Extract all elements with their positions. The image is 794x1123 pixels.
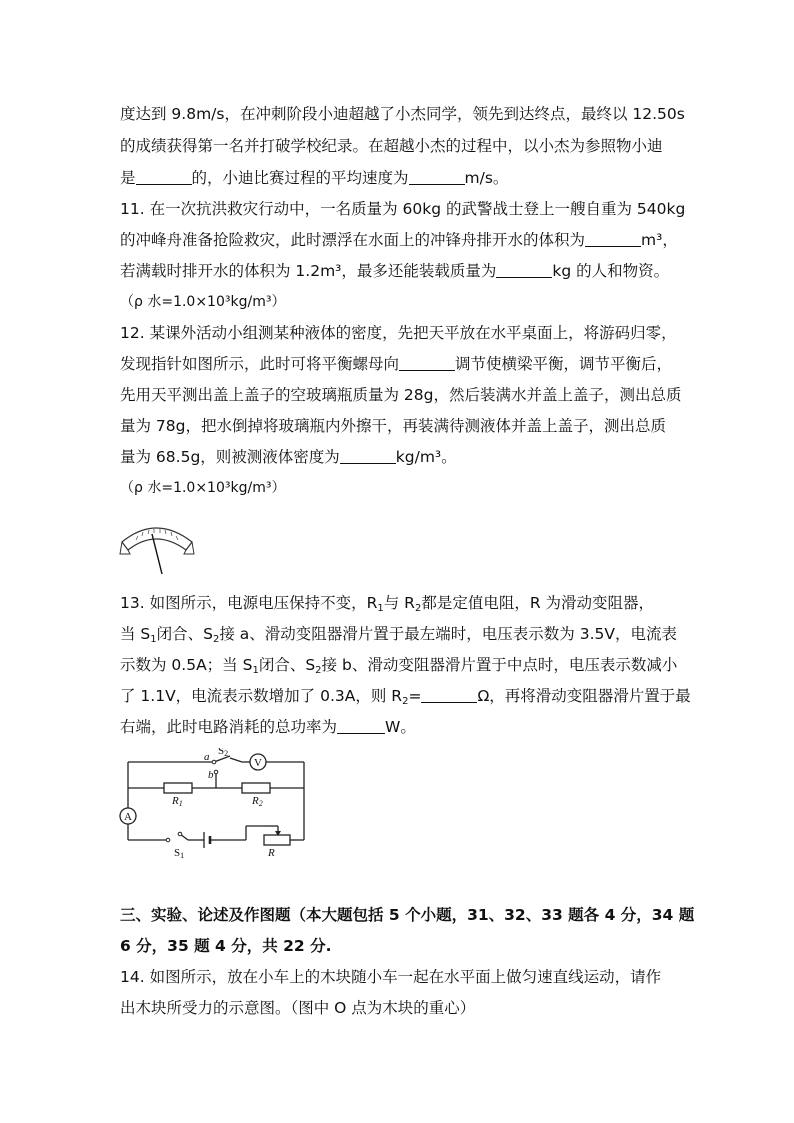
q12-text: 量为 68.5g，则被测液体密度为 <box>120 448 340 466</box>
terminal-b-label: b <box>208 769 214 781</box>
q11-line3 <box>120 261 669 281</box>
answer-blank[interactable] <box>136 169 192 185</box>
answer-blank[interactable] <box>421 687 477 703</box>
ammeter-label: A <box>124 811 132 823</box>
q12-line3: 先用天平测出盖上盖子的空玻璃瓶质量为 28g，然后装满水并盖上盖子，测出总质 <box>120 386 682 404</box>
answer-blank[interactable] <box>399 355 455 371</box>
resistor-r2-label: R2 <box>252 795 263 808</box>
q11-line2 <box>120 230 678 250</box>
switch-s1-label: S1 <box>174 847 185 860</box>
answer-blank[interactable] <box>585 231 641 247</box>
answer-blank[interactable] <box>340 448 396 464</box>
answer-blank[interactable] <box>337 718 385 734</box>
resistor-r1 <box>164 783 192 793</box>
q12-line5 <box>120 447 457 467</box>
q10-text: m/s。 <box>464 169 509 187</box>
q11-text: 若满载时排开水的体积为 1.2m³，最多还能装载质量为 <box>120 262 497 280</box>
resistor-r2 <box>242 783 270 793</box>
q10-text: 的，小迪比赛过程的平均速度为 <box>191 169 409 187</box>
rheostat-r <box>264 835 290 845</box>
q11-text: kg 的人和物资。 <box>552 262 670 280</box>
section3-heading-line2: 6 分，35 题 4 分，共 22 分. <box>120 937 332 955</box>
voltmeter-label: V <box>254 757 262 769</box>
q14-line1: 14. 如图所示，放在小车上的木块随小车一起在水平面上做匀速直线运动，请作 <box>120 968 662 986</box>
q10-line2: 的成绩获得第一名并打破学校纪录。在超越小杰的过程中，以小杰为参照物小迪 <box>120 137 663 155</box>
q12-line1: 12. 某课外活动小组测某种液体的密度，先把天平放在水平桌面上，将游码归零， <box>120 324 677 342</box>
q12-text: 调节使横梁平衡，调节平衡后， <box>455 355 673 373</box>
q12-line2 <box>120 354 672 374</box>
q13-line1: 13. 如图所示，电源电压保持不变，$R_1$与 $R_2$都是定值电阻，R 为滑动变阻器， <box>120 594 655 614</box>
balance-scale-figure <box>116 512 198 576</box>
q11-density-note: （ρ 水=1.0×10³kg/m³） <box>120 294 286 310</box>
q13-line3: 示数为 0.5A；当 $S_1$闭合、$S_2$接 b、滑动变阻器滑片置于中点时，电压表示数减小 <box>120 656 678 676</box>
q12-line4: 量为 78g，把水倒掉将玻璃瓶内外擦干，再装满待测液体并盖上盖子，测出总质 <box>120 417 666 435</box>
q12-text: 发现指针如图所示，此时可将平衡螺母向 <box>120 355 400 373</box>
answer-blank[interactable] <box>409 169 465 185</box>
answer-blank[interactable] <box>496 262 552 278</box>
q13-line4: 了 1.1V，电流表示数增加了 0.3A，则 $R_2= \Omega$，再将滑动变阻器滑片置于最 <box>120 687 691 707</box>
switch-s2-label: S2 <box>218 748 229 758</box>
q11-line1: 11. 在一次抗洪救灾行动中，一名质量为 60kg 的武警战士登上一艘自重为 540kg <box>120 200 686 218</box>
q10-line3 <box>120 168 508 188</box>
q11-text: 的冲峰舟准备抢险救灾，此时漂浮在水面上的冲锋舟排开水的体积为 <box>120 231 586 249</box>
q13-line2: 当 $S_1$闭合、$S_2$接 a、滑动变阻器滑片置于最左端时，电压表示数为 3.5V，电流表 <box>120 625 677 645</box>
balance-pointer <box>152 534 162 574</box>
q10-text: 是 <box>120 169 136 187</box>
q11-text: m³， <box>641 231 678 249</box>
resistor-r1-label: R1 <box>172 795 183 808</box>
q13-line5: 右端，此时电路消耗的总功率为 W。 <box>120 718 416 736</box>
q12-density-note: （ρ 水=1.0×10³kg/m³） <box>120 480 286 496</box>
q12-text: kg/m³。 <box>395 448 457 466</box>
rheostat-label: R <box>268 847 275 859</box>
q10-line1: 度达到 9.8m/s，在冲刺阶段小迪超越了小杰同学，领先到达终点，最终以 12.50s <box>120 105 685 123</box>
terminal-a-label: a <box>204 751 210 763</box>
circuit-diagram <box>118 748 314 860</box>
section3-heading-line1: 三、实验、论述及作图题（本大题包括 5 个小题，31、32、33 题各 4 分，34 题 <box>120 906 695 924</box>
q14-line2: 出木块所受力的示意图。（图中 O 点为木块的重心） <box>120 999 476 1017</box>
